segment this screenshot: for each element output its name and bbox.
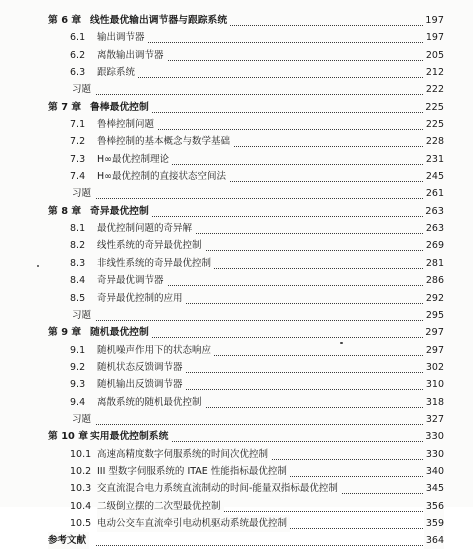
toc-entry-number: 第 9 章 xyxy=(48,327,82,339)
toc-entry-title: 离散系统的随机最优控制 xyxy=(97,394,205,411)
toc-page-number: 292 xyxy=(424,290,444,307)
toc-entry-number: 10.3 xyxy=(70,483,92,495)
dot-leader xyxy=(150,199,429,217)
dot-leader xyxy=(184,372,429,390)
toc-page-number: 225 xyxy=(423,99,444,116)
toc-entry-number: 7.4 xyxy=(70,171,86,183)
dot-leader xyxy=(288,459,429,477)
toc-entry-number: 第 6 章 xyxy=(48,15,82,26)
toc-entry-number: 8.3 xyxy=(70,257,86,269)
toc-entry-number: 8.5 xyxy=(70,292,86,304)
dot-leader xyxy=(227,164,429,182)
toc-entry-number: 6.2 xyxy=(70,49,86,61)
dot-leader xyxy=(96,77,429,95)
toc-entry-number: 8.1 xyxy=(70,223,86,235)
toc-page-number: 281 xyxy=(424,255,444,272)
toc-page-number: 318 xyxy=(424,394,444,411)
toc-entry-number: 8.4 xyxy=(70,275,86,287)
dot-leader xyxy=(169,424,429,442)
toc-page-number: 212 xyxy=(424,64,444,81)
toc-entry-title: III 型数字伺服系统的 ITAE 性能指标最优控制 xyxy=(97,463,290,480)
dot-leader xyxy=(136,60,429,78)
toc-page-number: 228 xyxy=(424,133,444,150)
toc-entry-title: 高速高精度数字伺服系统的时间次优控制 xyxy=(97,446,271,463)
toc-page-number: 261 xyxy=(424,185,444,202)
toc-entry-number: 9.3 xyxy=(70,379,86,391)
toc-entry-title: 交直流混合电力系统直流制动的时间-能量双指标最优控制 xyxy=(97,480,341,497)
dot-leader xyxy=(212,338,429,356)
dot-leader xyxy=(184,286,429,304)
toc-page-number: 330 xyxy=(424,446,444,463)
toc-entry-number: 第 10 章 xyxy=(48,431,89,443)
toc-page-number: 205 xyxy=(424,47,444,64)
toc-entry-title: 二级倒立摆的二次型最优控制 xyxy=(97,498,224,515)
toc-entry-number: 7.3 xyxy=(70,153,86,165)
toc-entry-title: 参考文献 xyxy=(48,532,89,549)
toc-entry-title: 跟踪系统 xyxy=(97,64,138,81)
toc-entry-number: 9.4 xyxy=(70,396,86,408)
toc-entry-title: 随机最优控制 xyxy=(90,324,152,341)
toc-page-number: 340 xyxy=(424,463,444,480)
toc-entry-title: 鲁棒最优控制 xyxy=(90,99,152,116)
toc-entry-title: 习题 xyxy=(72,307,94,324)
toc-page-number: 245 xyxy=(424,168,444,185)
toc-entry-number: 第 8 章 xyxy=(48,205,82,217)
toc-entry-title: 奇异最优调节器 xyxy=(97,272,167,289)
toc-page-number: 330 xyxy=(423,428,444,445)
toc-entry-title: 随机状态反馈调节器 xyxy=(97,359,186,376)
table-of-contents xyxy=(0,12,473,550)
toc-entry-title: 离散输出调节器 xyxy=(97,47,167,64)
toc-page-number: 327 xyxy=(424,411,444,428)
toc-entry-title: 线性最优输出调节器与跟踪系统 xyxy=(90,12,230,29)
toc-page-number: 269 xyxy=(424,237,444,254)
toc-page-number: 345 xyxy=(424,480,444,497)
toc-entry-number: 6.1 xyxy=(70,32,86,44)
toc-page-number: 197 xyxy=(424,29,444,46)
dot-leader xyxy=(150,320,429,338)
toc-page-number: 295 xyxy=(424,307,444,324)
toc-entry-title: 实用最优控制系统 xyxy=(90,428,171,445)
toc-page-number: 364 xyxy=(424,532,444,549)
toc-entry-number: 10.4 xyxy=(70,500,92,512)
toc-entry-number: 10.5 xyxy=(70,517,92,529)
dot-leader xyxy=(165,43,429,61)
toc-page-number: 263 xyxy=(424,220,444,237)
scan-speck xyxy=(37,265,39,267)
toc-entry-number: 10.2 xyxy=(70,465,92,477)
toc-page-number: 197 xyxy=(423,12,444,29)
toc-entry-title: 非线性系统的奇异最优控制 xyxy=(97,255,214,272)
dot-leader xyxy=(193,216,429,234)
dot-leader xyxy=(184,355,429,373)
toc-entry-title: 输出调节器 xyxy=(97,29,148,46)
toc-entry-title: 习题 xyxy=(72,185,94,202)
toc-entry-title: 习题 xyxy=(72,411,94,428)
dot-leader xyxy=(155,112,429,130)
dot-leader xyxy=(212,251,429,269)
toc-entry-title: 习题 xyxy=(72,81,94,98)
toc-page-number: 286 xyxy=(424,272,444,289)
toc-page-number: 225 xyxy=(424,116,444,133)
dot-leader xyxy=(288,511,429,529)
toc-entry-title: 最优控制问题的奇异解 xyxy=(97,220,195,237)
toc-page-number: 356 xyxy=(424,498,444,515)
dot-leader xyxy=(228,8,429,26)
dot-leader xyxy=(231,129,429,147)
toc-page-number: 359 xyxy=(424,515,444,532)
toc-entry-title: 鲁棒控制的基本概念与数学基础 xyxy=(97,133,233,150)
toc-entry-title: H∞最优控制的直接状态空间法 xyxy=(97,168,229,185)
toc-entry-title: 鲁棒控制问题 xyxy=(97,116,157,133)
scan-speck xyxy=(340,342,343,344)
toc-entry-title: 奇异最优控制 xyxy=(90,203,152,220)
toc-entry-number: 7.1 xyxy=(70,119,86,131)
toc-entry-title: 线性系统的奇异最优控制 xyxy=(97,237,205,254)
toc-page-number: 297 xyxy=(424,342,444,359)
toc-entry-number: 9.1 xyxy=(70,344,86,356)
toc-entry-number: 8.2 xyxy=(70,240,86,252)
toc-entry-number: 9.2 xyxy=(70,361,86,373)
dot-leader xyxy=(203,233,429,251)
dot-leader xyxy=(339,476,429,494)
toc-entry-number: 6.3 xyxy=(70,67,86,79)
toc-entry-title: 随机噪声作用下的状态响应 xyxy=(97,342,214,359)
toc-page-number: 263 xyxy=(423,203,444,220)
toc-entry-title: 电动公交车直流牵引电动机驱动系统最优控制 xyxy=(97,515,290,532)
toc-refs-row xyxy=(0,532,473,549)
dot-leader xyxy=(203,390,429,408)
dot-leader xyxy=(269,442,429,460)
toc-page-number: 297 xyxy=(423,324,444,341)
toc-page-number: 310 xyxy=(424,376,444,393)
toc-entry-title: 奇异最优控制的应用 xyxy=(97,290,186,307)
dot-leader xyxy=(150,95,429,113)
toc-page-number: 222 xyxy=(424,81,444,98)
toc-entry-title: 随机输出反馈调节器 xyxy=(97,376,186,393)
toc-entry-number: 第 7 章 xyxy=(48,101,82,113)
toc-entry-number: 7.2 xyxy=(70,136,86,148)
toc-entry-number: 10.1 xyxy=(70,448,92,460)
toc-page-number: 302 xyxy=(424,359,444,376)
toc-page-number: 231 xyxy=(424,151,444,168)
toc-entry-title: H∞最优控制理论 xyxy=(97,151,172,168)
